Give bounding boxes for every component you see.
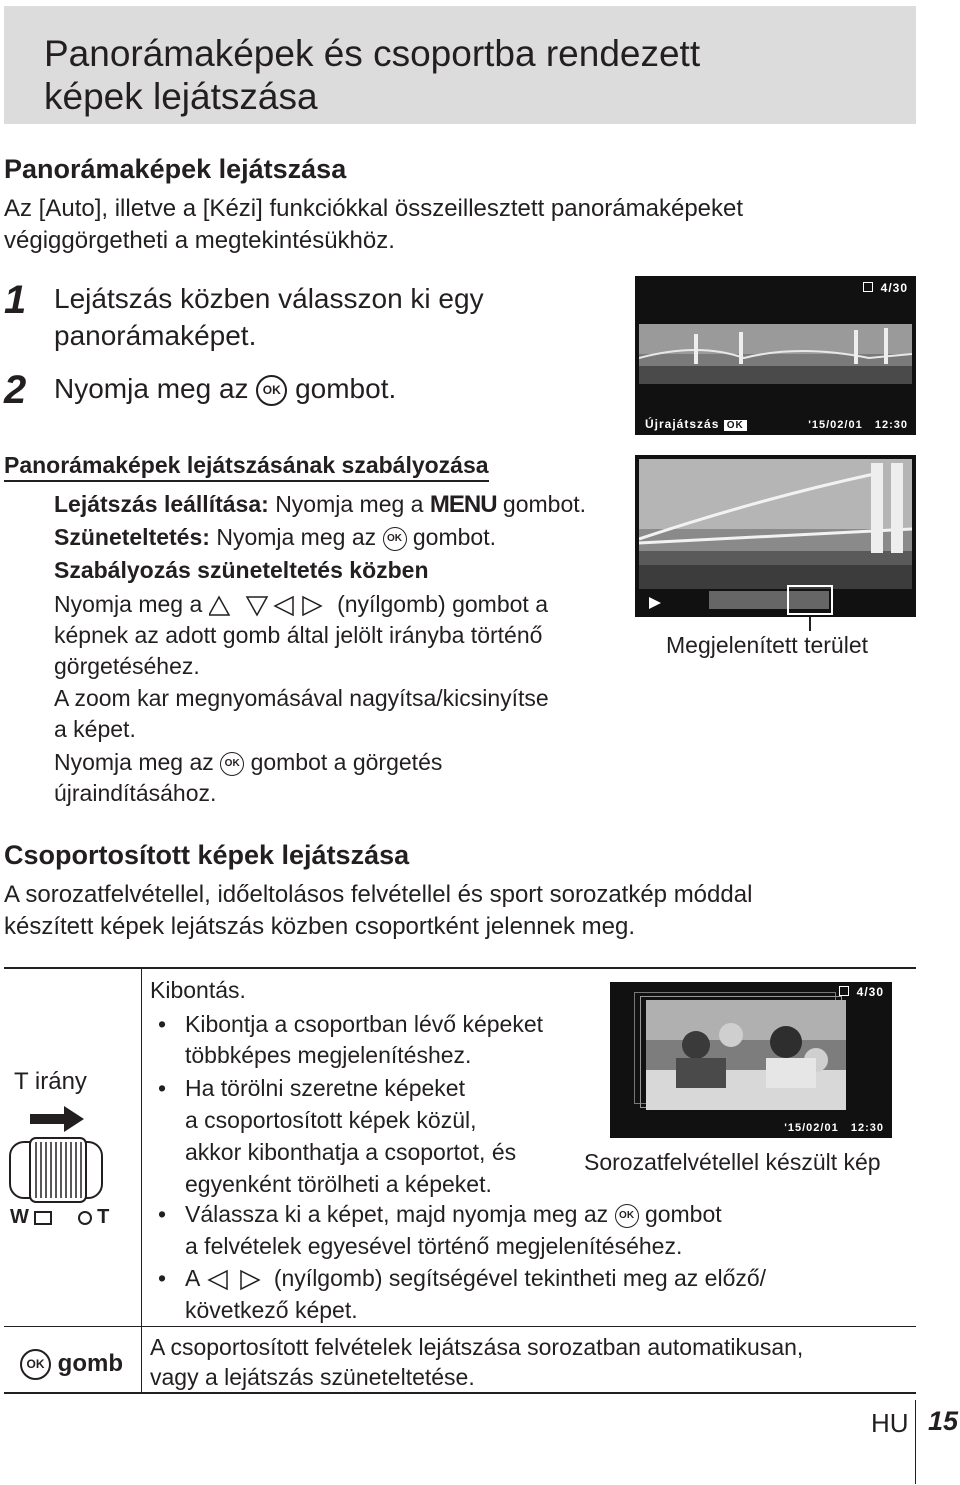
- page-number: 15: [928, 1406, 959, 1436]
- section-heading-group: Csoportosított képek lejátszása: [4, 840, 410, 870]
- page-title: Panorámaképek és csoportba rendezett képek lejátszása: [44, 33, 701, 117]
- bullet-3: Válassza ki a képet, majd nyomja meg az OK gombot a felvételek egyesével történő megjelenítéséhez.: [185, 1201, 722, 1259]
- pause-line: Szüneteltetés: Nyomja meg az OK gombot.: [54, 524, 496, 550]
- language-code: HU: [871, 1408, 909, 1438]
- panorama-zoomed-photo: [639, 459, 912, 589]
- protect-icon: [839, 986, 849, 996]
- left-right-arrow-icon: [205, 1269, 267, 1291]
- stop-line: Lejátszás leállítása: Nyomja meg a MENU gombot.: [54, 491, 587, 518]
- replay-label: Újrajátszás OK: [645, 417, 747, 431]
- camera-screen-group: [610, 982, 892, 1138]
- restart-line2: újraindításához.: [54, 780, 217, 806]
- lever-labels: W T: [10, 1206, 110, 1228]
- group-photo: [646, 1000, 846, 1110]
- expand-label: Kibontás.: [150, 977, 246, 1003]
- datetime: '15/02/01 12:30: [808, 419, 908, 431]
- scroll-line2: képnek az adott gomb által jelölt irányba történő: [54, 622, 543, 648]
- footer-rule: [915, 1400, 916, 1484]
- bullet-4-marker: •: [158, 1265, 167, 1291]
- group-intro-line2: készített képek lejátszás közben csoportként jelennek meg.: [4, 913, 636, 940]
- group-photo-caption: Sorozatfelvétellel készült kép: [584, 1149, 881, 1175]
- group-intro-line1: A sorozatfelvétellel, időeltolásos felvétellel és sport sorozatkép móddal: [4, 881, 753, 908]
- magnify-icon: [78, 1211, 92, 1225]
- control-heading: Panorámaképek lejátszásának szabályozása: [4, 452, 489, 482]
- step-2-text: Nyomja meg az OK gombot.: [54, 370, 396, 407]
- ok-desc-line1: A csoportosított felvételek lejátszása sorozatban automatikusan,: [150, 1334, 804, 1360]
- zoom-line1: A zoom kar megnyomásával nagyítsa/kicsinyítse: [54, 685, 549, 711]
- title-banner: [4, 6, 916, 124]
- displayed-area-caption: Megjelenített terület: [666, 632, 869, 658]
- section-heading-panorama: Panorámaképek lejátszása: [4, 154, 347, 184]
- pano-intro-line2: végiggörgetheti a megtekintésükhöz.: [4, 227, 395, 254]
- zoom-lever-icon: [8, 1136, 104, 1204]
- camera-screen-panorama: [635, 276, 916, 435]
- ok-button-icon: OK: [220, 752, 244, 776]
- table-column-rule: [141, 969, 142, 1392]
- arrow-pad-icon: [209, 595, 331, 617]
- restart-line1: Nyomja meg az OK gombot a görgetés: [54, 749, 443, 775]
- menu-button-label: MENU: [429, 491, 497, 518]
- scroll-line3: görgetéséhez.: [54, 653, 200, 679]
- step-2-number: 2: [4, 368, 27, 412]
- t-direction-label: T irány: [14, 1068, 87, 1095]
- displayed-area-frame: [787, 585, 833, 615]
- ok-desc-line2: vagy a lejátszás szüneteltetése.: [150, 1364, 475, 1390]
- play-icon: [649, 597, 661, 609]
- index-icon: [34, 1211, 52, 1225]
- scroll-line1: Nyomja meg a (nyílgomb) gombot a: [54, 591, 548, 617]
- ok-button-row-label: OK gomb: [20, 1349, 123, 1380]
- ok-button-icon: OK: [383, 527, 407, 551]
- step-1-text: Lejátszás közben válasszon ki egy panorámaképet.: [54, 283, 484, 351]
- bullet-1-marker: •: [158, 1011, 167, 1037]
- datetime: '15/02/01 12:30: [784, 1122, 884, 1134]
- ok-button-icon: OK: [615, 1204, 639, 1228]
- panorama-photo: [639, 324, 912, 384]
- callout-tick: [809, 617, 811, 631]
- ok-button-icon: OK: [20, 1349, 51, 1380]
- ok-button-icon: OK: [256, 375, 287, 406]
- camera-screen-scrolling: [635, 455, 916, 617]
- control-subheading: Szabályozás szüneteltetés közben: [54, 557, 429, 583]
- bullet-2-marker: •: [158, 1075, 167, 1101]
- zoom-line2: a képet.: [54, 716, 136, 742]
- bullet-2: Ha törölni szeretne képeket a csoportosított képek közül, akkor kibonthatja a csoportot, és egyenként törölheti a képeket.: [185, 1075, 517, 1197]
- pano-intro-line1: Az [Auto], illetve a [Kézi] funkciókkal összeillesztett panorámaképeket: [4, 195, 744, 222]
- bullet-3-marker: •: [158, 1201, 167, 1227]
- frame-counter: 4/30: [863, 281, 908, 295]
- protect-icon: [863, 282, 873, 292]
- arrow-right-icon: [30, 1106, 84, 1132]
- bullet-1: Kibontja a csoportban lévő képeket többképes megjelenítéshez.: [185, 1011, 544, 1068]
- frame-counter: 4/30: [839, 985, 884, 999]
- bullet-4: A (nyílgomb) segítségével tekintheti meg az előző/ következő képet.: [185, 1265, 767, 1323]
- step-1-number: 1: [4, 278, 27, 322]
